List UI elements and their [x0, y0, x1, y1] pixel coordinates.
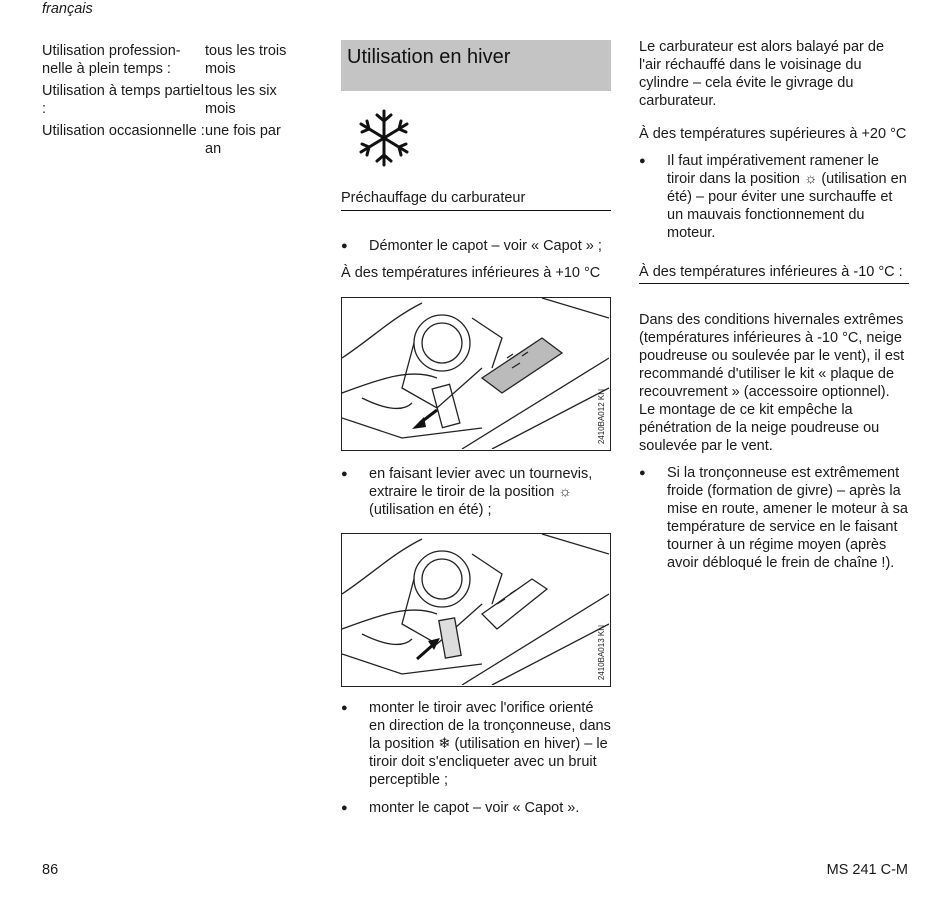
usage-label: Utilisation occasionnelle : [42, 123, 205, 139]
subsection-heading: Préchauffage du carburateur [341, 189, 611, 211]
list-item-text: Démonter le capot – voir « Capot » ; [369, 238, 602, 254]
list-item-text: Si la tronçonneuse est extrêmement froide (formation de givre) – après la mise en route, amener le moteur à sa température de service en le faisant tourner à un régime moyen (après avoir débloqué le frein de chaîne !). [667, 465, 908, 571]
table-row [42, 42, 302, 78]
language-label: français [42, 1, 93, 17]
carburetor-figure-remove [341, 297, 611, 451]
usage-interval: tous les six mois [205, 83, 277, 117]
bullet-icon: ● [341, 702, 348, 714]
bullet-icon: ● [341, 468, 348, 480]
model-name: MS 241 C-M [826, 862, 908, 878]
list-item [639, 152, 909, 242]
usage-interval: tous les trois mois [205, 43, 287, 77]
table-row [42, 82, 302, 118]
bullet-icon: ● [639, 467, 646, 479]
snowflake-icon [349, 103, 419, 173]
paragraph: Le carburateur est alors balayé par de l'air réchauffé dans le voisinage du cylindre – cela évite le givrage du carburateur. [639, 39, 885, 109]
usage-label: Utilisation à temps partiel : [42, 83, 204, 117]
figure-code: 2410BA012 KN [597, 388, 606, 444]
temperature-heading: À des températures inférieures à -10 °C : [639, 263, 909, 284]
page-number: 86 [42, 862, 59, 878]
winter-use-section [341, 40, 611, 817]
temperature-heading: À des températures inférieures à +10 °C [341, 265, 601, 281]
list-item-text: monter le capot – voir « Capot ». [369, 800, 580, 816]
list-item [639, 464, 909, 572]
list-item [341, 799, 611, 817]
table-row [42, 122, 302, 158]
usage-label: Utilisation profession-nelle à plein temps : [42, 43, 181, 77]
carburetor-illustration [342, 534, 609, 685]
list-item [341, 699, 611, 789]
section-title: Utilisation en hiver [341, 40, 611, 91]
temperature-heading: À des températures supérieures à +20 °C [639, 126, 907, 142]
figure-code: 2410BA013 KN [597, 624, 606, 680]
list-item-text: monter le tiroir avec l'orifice orienté en direction de la tronçonneuse, dans la position ❄ (utilisation en hiver) – le tiroir doit s'encliqueter avec un bruit perceptible ; [369, 700, 611, 788]
bullet-icon: ● [639, 155, 646, 167]
list-item-text: en faisant levier avec un tournevis, extraire le tiroir de la position ☼ (utilisation en été) ; [369, 466, 593, 518]
bullet-icon: ● [341, 240, 348, 252]
list-item-text: Il faut impérativement ramener le tiroir dans la position ☼ (utilisation en été) – pour éviter une surchauffe et un mauvais fonctionnement du moteur. [667, 153, 907, 241]
right-column [639, 38, 909, 572]
list-item [341, 465, 611, 519]
carburetor-figure-install [341, 533, 611, 687]
carburetor-illustration [342, 298, 609, 449]
paragraph: Dans des conditions hivernales extrêmes (températures inférieures à -10 °C, neige poudreuse ou soulevée par le vent), il est recommandé d'utiliser le kit « plaque de recouvrement » (accessoire optionnel). Le montage de ce kit empêche la pénétration de la neige poudreuse ou soulevée par le vent. [639, 312, 905, 454]
bullet-icon: ● [341, 802, 348, 814]
usage-interval: une fois par an [205, 123, 281, 157]
maintenance-interval-table [42, 42, 302, 162]
list-item [341, 237, 611, 255]
